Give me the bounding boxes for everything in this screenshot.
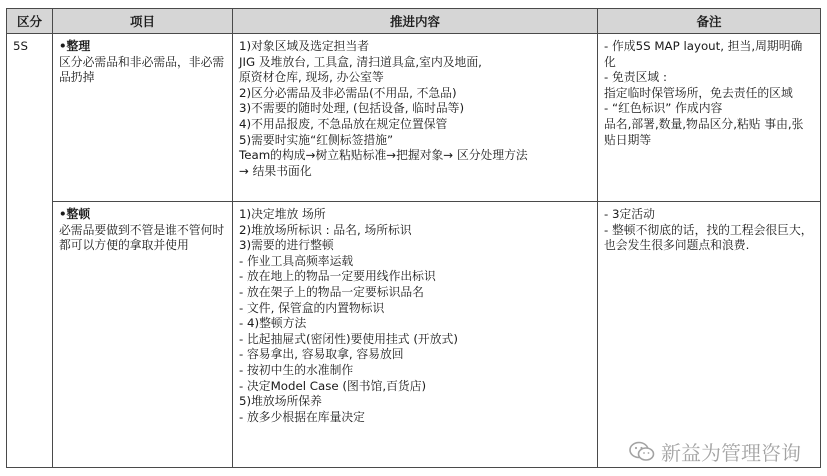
text-line: 品名,部署,数量,物品区分,粘贴 事由,张贴日期等 [604,116,804,147]
5s-table [6,8,821,468]
text-line: 3)不需要的随时处理, (包括设备, 临时品等) [239,101,465,116]
wechat-icon [629,441,655,463]
text-line: - “红色标识” 作成内容 [604,101,723,116]
text-line: 1)对象区域及选定担当者 [239,39,370,53]
item-description: 必需品要做到不管是谁不管何时都可以方便的拿取并使用 [59,222,225,253]
note-cell [598,34,821,202]
content-cell [233,202,598,468]
text-line: - 按初中生的水准制作 [239,362,354,377]
header-area: 区分 [7,9,53,34]
text-line: - 文件, 保管盒的内置物标识 [239,300,385,315]
text-line: 2)区分必需品及非必需品(不用品, 不急品) [239,85,457,100]
note-cell [598,202,821,468]
watermark [629,437,801,466]
text-line: - 免责区域 : [604,70,667,85]
area-cell: 5S [7,34,53,468]
header-note: 备注 [598,9,821,34]
text-line: 2)堆放场所标识 : 品名, 场所标识 [239,222,412,237]
text-line: Team的构成→树立粘贴标准→把握对象→ 区分处理方法 [239,148,528,163]
text-line: 指定临时保管场所，免去责任的区域 [604,85,793,100]
text-line: - 整顿不彻底的话，找的工程会很巨大，也会发生很多问题点和浪费. [604,222,813,253]
text-line: 3)需要的进行整顿 [239,238,334,253]
header-item: 项目 [53,9,233,34]
item-cell [53,202,233,468]
text-line: - 放在地上的物品一定要用线作出标识 [239,269,436,284]
text-line: - 比起抽屉式(密闭性)要使用挂式 (开放式) [239,331,458,346]
header-row [7,9,821,34]
text-line: - 4)整顿方法 [239,316,307,331]
watermark-text: 新益为管理咨询 [661,441,801,465]
text-line: - 放在架子上的物品一定要标识品名 [239,284,424,299]
text-line: - 放多少根据在库量决定 [239,409,365,424]
header-content: 推进内容 [233,9,598,34]
text-line: 4)不用品报废, 不急品放在规定位置保管 [239,116,448,131]
text-line: 5)需要时实施“红侧标签措施” [239,132,394,147]
item-description: 区分必需品和非必需品，非必需品扔掉 [59,54,225,85]
table-row [7,34,821,202]
text-line: - 作业工具高频率运载 [239,253,354,268]
text-line: - 作成5S MAP layout, 担当,周期明确化 [604,39,803,69]
text-line: → 结果书面化 [239,163,312,178]
text-line: 5)堆放场所保养 [239,394,322,409]
text-line: - 决定Model Case (图书馆,百货店) [239,378,427,393]
item-cell [53,34,233,202]
item-title: •整理 [59,39,91,53]
table-row [7,202,821,468]
text-line: 1)决定堆放 场所 [239,207,326,221]
content-cell [233,34,598,202]
text-line: 原资材仓库, 现场, 办公室等 [239,70,384,85]
text-line: - 3定活动 [604,207,655,221]
text-line: JIG 及堆放台, 工具盒, 清扫道具盒,室内及地面, [239,54,482,69]
item-title: •整顿 [59,207,91,221]
text-line: - 容易拿出, 容易取拿, 容易放回 [239,347,404,362]
